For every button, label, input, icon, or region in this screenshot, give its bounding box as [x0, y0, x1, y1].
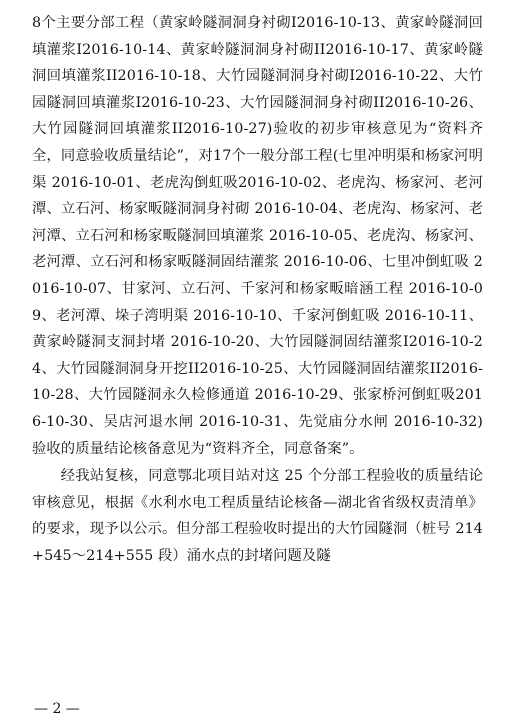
paragraph-2: 经我站复核，同意鄂北项目站对这 25 个分部工程验收的质量结论审核意见，根据《水利水电工程质量结论核备—湖北省省级权责清单》的要求，现予以公示。但分部工程验收时提出的大竹园隧洞（桩号 214+545～214+555 段）涌水点的封堵问题及隧	[32, 468, 483, 564]
page-number: — 2 —	[34, 701, 80, 717]
paragraph-1: 8个主要分部工程（黄家岭隧洞洞身衬砌I2016-10-13、黄家岭隧洞回填灌浆I2016-10-14、黄家岭隧洞洞身衬砌II2016-10-17、黄家岭隧洞回填灌浆II2016-10-18、大竹园隧洞洞身衬砌I2016-10-22、大竹园隧洞回填灌浆I2016-10-23、大竹园隧洞洞身衬砌II2016-10-26、大竹园隧洞回填灌浆II2016-10-27)验收的初步审核意见为“资料齐全，同意验收质量结论”，对17个一般分部工程(七里冲明渠和杨家河明渠 2016-10-01、老虎沟倒虹吸2016-10-02、老虎沟、杨家河、老河潭、立石河、杨家畈隧洞洞身衬砌 2016-10-04、老虎沟、杨家河、老河潭、立石河和杨家畈隧洞回填灌浆 2016-10-05、老虎沟、杨家河、老河潭、立石河和杨家畈隧洞固结灌浆 2016-10-06、七里冲倒虹吸 2016-10-07、甘家河、立石河、千家河和杨家畈暗涵工程 2016-10-09、老河潭、垛子湾明渠 2016-10-10、千家河倒虹吸 2016-10-11、黄家岭隧洞支洞封堵 2016-10-20、大竹园隧洞固结灌浆I2016-10-24、大竹园隧洞洞身开挖II2016-10-25、大竹园隧洞固结灌浆II2016-10-28、大竹园隧洞永久检修通道 2016-10-29、张家桥河倒虹吸2016-10-30、吴店河退水闸 2016-10-31、先觉庙分水闸 2016-10-32)验收的质量结论核备意见为“资料齐全，同意备案”。	[32, 15, 483, 457]
